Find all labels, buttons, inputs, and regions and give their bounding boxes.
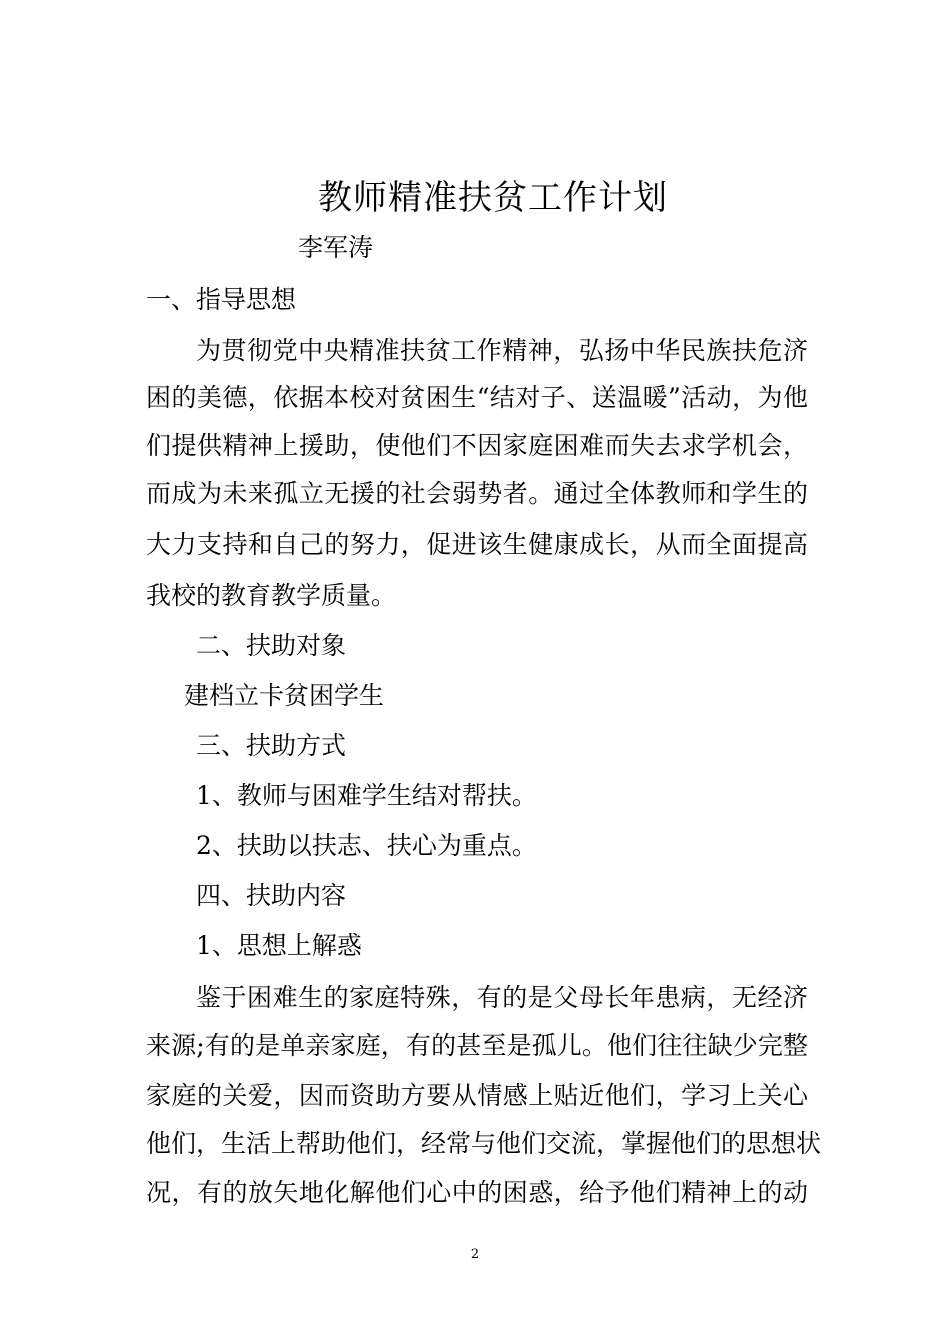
subsection-heading: 1、思想上解惑: [196, 931, 362, 960]
page-number: 2: [470, 1247, 480, 1262]
document-title: 教师精准扶贫工作计划: [318, 178, 668, 218]
paragraph-line: 们提供精神上援助，使他们不因家庭困难而失去求学机会，: [146, 431, 808, 460]
section-heading-target: 二、扶助对象: [196, 631, 347, 660]
section-heading-guiding-ideology: 一、指导思想: [146, 285, 297, 314]
paragraph-line: 他们，生活上帮助他们，经常与他们交流，掌握他们的思想状: [146, 1129, 822, 1158]
paragraph-line: 为贯彻党中央精准扶贫工作精神，弘扬中华民族扶危济: [196, 336, 808, 365]
section-heading-content: 四、扶助内容: [196, 881, 347, 910]
document-author: 李军涛: [298, 233, 374, 262]
list-item: 1、教师与困难学生结对帮扶。: [196, 781, 537, 810]
paragraph-line: 家庭的关爱，因而资助方要从情感上贴近他们，学习上关心: [146, 1081, 808, 1110]
paragraph-line: 困的美德，依据本校对贫困生“结对子、送温暖”活动，为他: [146, 383, 808, 412]
paragraph-line: 而成为未来孤立无援的社会弱势者。通过全体教师和学生的: [146, 479, 808, 508]
section-heading-method: 三、扶助方式: [196, 731, 347, 760]
paragraph-line: 我校的教育教学质量。: [146, 581, 397, 610]
paragraph-line: 来源;有的是单亲家庭，有的甚至是孤儿。他们往往缺少完整: [146, 1031, 808, 1060]
paragraph-line: 大力支持和自己的努力，促进该生健康成长，从而全面提高: [146, 530, 808, 559]
paragraph-line: 建档立卡贫困学生: [184, 681, 385, 710]
paragraph-line: 况，有的放矢地化解他们心中的困惑，给予他们精神上的动: [146, 1178, 808, 1207]
list-item: 2、扶助以扶志、扶心为重点。: [196, 831, 537, 860]
paragraph-line: 鉴于困难生的家庭特殊，有的是父母长年患病，无经济: [196, 983, 808, 1012]
